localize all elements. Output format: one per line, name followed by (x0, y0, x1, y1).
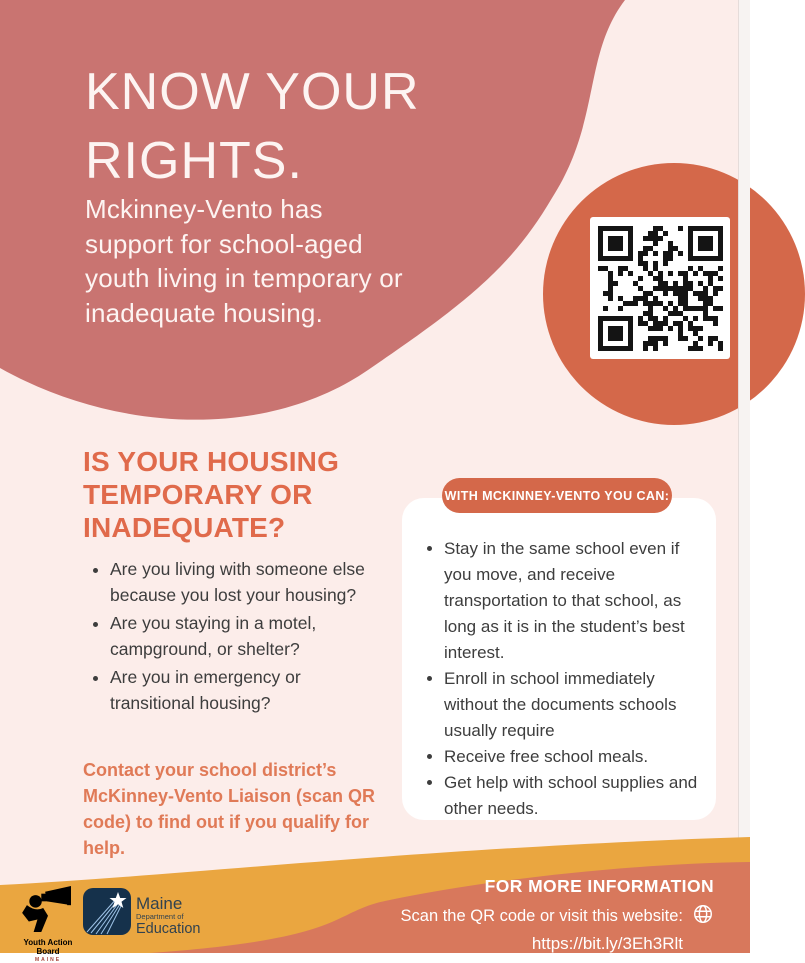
yab-logo-region: MAINE (34, 957, 62, 963)
text-line: INADEQUATE? (83, 511, 286, 543)
qr-code (590, 217, 730, 359)
page-subtitle (85, 192, 403, 330)
youth-action-board-logo (13, 886, 83, 963)
benefits-card (402, 498, 716, 820)
text-line: RIGHTS. (85, 131, 303, 190)
bullet-item: • Are you staying in a motel, campground, or shelter? (110, 610, 388, 662)
text-line: Contact your school district’s (83, 760, 337, 780)
page-title (85, 58, 420, 195)
bullet-item: • Are you living with someone else because you lost your housing? (110, 556, 388, 608)
maine-doe-icon (83, 888, 131, 940)
text-line: KNOW YOUR (85, 63, 420, 121)
housing-section-heading (83, 446, 339, 544)
benefits-bullet-list (424, 536, 702, 822)
text-line: support for school-aged (85, 228, 363, 259)
text-line: inadequate housing. (85, 297, 324, 328)
text-line: help. (83, 838, 126, 858)
bullet-item: • Receive free school meals. (444, 744, 702, 770)
text-line: Mckinney-Vento has (85, 194, 323, 224)
text-line: youth living in temporary or (85, 263, 403, 294)
bullet-item: • Stay in the same school even if you move, and receive transportation to that school, as long as it is in the student’s best interest. (444, 536, 702, 666)
yab-logo-name: Youth Action Board (23, 938, 73, 956)
doe-line1: Maine (136, 894, 183, 913)
text-line: IS YOUR HOUSING (83, 446, 340, 477)
maine-doe-wordmark (136, 888, 201, 940)
bullet-item: • Get help with school supplies and other needs. (444, 770, 702, 822)
globe-icon (692, 903, 714, 930)
doe-line3: Education (136, 920, 201, 937)
benefits-badge: WITH MCKINNEY-VENTO YOU CAN: (442, 478, 672, 513)
maine-doe-logo (83, 888, 201, 940)
housing-bullet-list (88, 556, 388, 718)
footer-heading: FOR MORE INFORMATION (484, 876, 714, 896)
footer-info (354, 876, 714, 954)
text-line: code) to find out if you qualify for (83, 812, 369, 832)
text-line: McKinney-Vento Liaison (scan QR (83, 786, 376, 806)
footer-url: https://bit.ly/3Eh3Rlt (531, 934, 683, 953)
footer-instruction: Scan the QR code or visit this website: (400, 907, 683, 925)
text-line: TEMPORARY OR (83, 478, 313, 510)
bullet-item: • Enroll in school immediately without the documents schools usually require (444, 666, 702, 744)
page-edge (738, 0, 750, 838)
megaphone-person-icon (19, 919, 77, 936)
bullet-item: • Are you in emergency or transitional housing? (110, 664, 388, 716)
doe-line2: Department of (136, 912, 184, 921)
